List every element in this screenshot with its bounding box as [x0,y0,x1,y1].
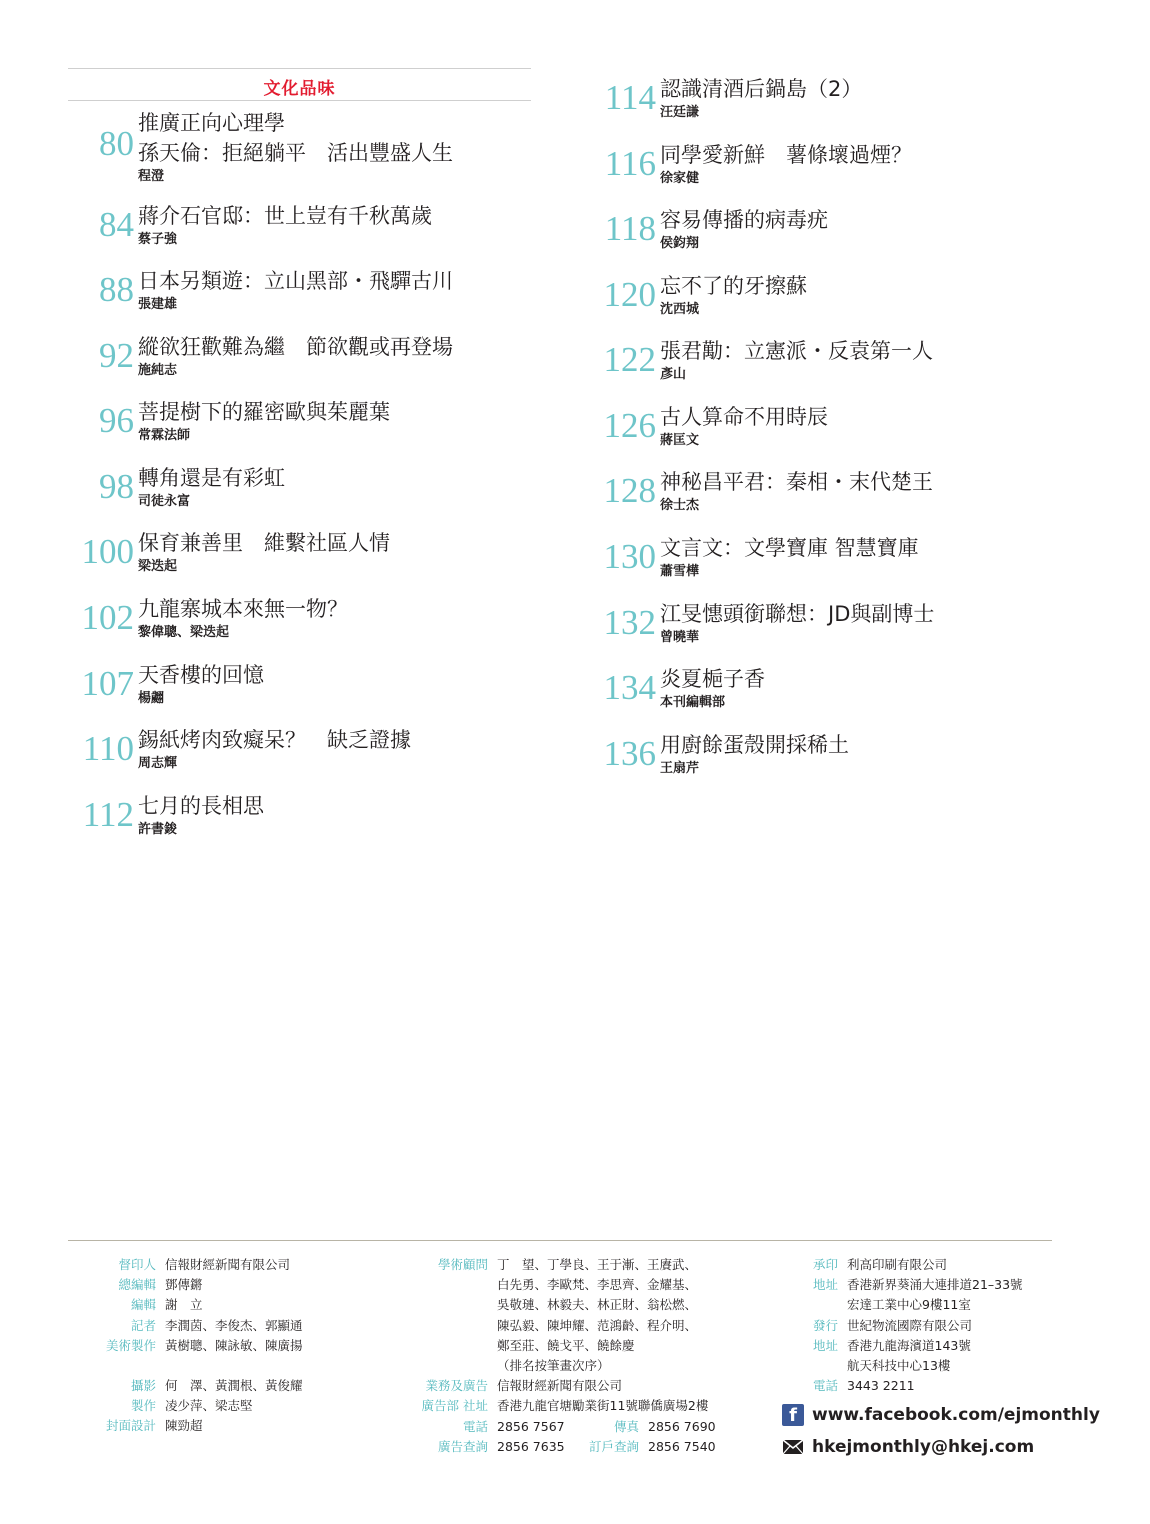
article-title: 用廚餘蛋殼開採稀土 [660,733,849,757]
article-author: 蔣匡文 [660,433,700,448]
colophon-value: 信報財經新聞有限公司 [497,1378,623,1394]
page-number: 128 [603,471,656,510]
colophon-row [774,1376,1023,1396]
contact-row [398,1437,716,1457]
article-title: 同學愛新鮮 薯條壞過煙？ [660,143,912,167]
colophon-label [398,1316,488,1336]
colophon-value: 世紀物流國際有限公司 [847,1317,973,1333]
colophon-value: 陳勁超 [165,1418,203,1434]
spacer [68,1356,303,1376]
toc-entry-text [138,332,453,380]
colophon-row [398,1336,716,1356]
article-title: 容易傳播的病毒疣 [660,208,828,232]
colophon-row [774,1275,1023,1295]
page-number: 107 [81,664,134,703]
article-author: 周志輝 [138,756,178,771]
email-link[interactable] [782,1437,1034,1457]
page-number: 126 [603,406,656,445]
article-title: 孫天倫：拒絕躺平 活出豐盛人生 [138,141,453,165]
contact-value: 2856 7540 [648,1438,716,1454]
envelope-icon [782,1439,804,1455]
colophon-label: 總編輯 [118,1277,156,1293]
toc-entry-text [660,599,934,647]
page-number: 132 [603,603,656,642]
colophon-label: 發行 [812,1317,838,1333]
colophon-row [68,1416,303,1436]
colophon-label [398,1275,488,1295]
facebook-url: www.facebook.com/ejmonthly [812,1405,1100,1425]
colophon-value: 丁 望、丁學良、王于漸、王賡武、 [497,1257,698,1272]
article-title: 文言文：文學寶庫 智慧寶庫 [660,536,919,560]
article-author: 汪廷謙 [660,105,700,120]
colophon-value: 凌少萍、梁志堅 [165,1398,253,1414]
colophon-row [398,1255,716,1275]
toc-entry-text [138,108,453,186]
colophon-row [68,1275,303,1295]
colophon-value: 信報財經新聞有限公司 [165,1257,291,1272]
toc-entry-text [138,528,390,576]
article-author: 施純志 [138,363,178,378]
colophon-row [68,1316,303,1336]
article-author: 徐家健 [660,171,700,186]
page-number: 80 [99,124,134,163]
facebook-icon: f [782,1404,804,1426]
toc-entry-text [660,402,828,450]
section-rule [68,100,531,101]
section-title: 文化品味 [263,79,336,99]
contact-value: 2856 7690 [648,1418,716,1434]
contact-value: 2856 7567 [497,1418,565,1434]
article-author: 蕭雪樺 [660,564,700,579]
colophon-value: 香港九龍官塘勵業街11號聯僑廣場2樓 [497,1398,709,1414]
top-rule [68,68,531,69]
colophon-label: 攝影 [130,1378,156,1394]
colophon-value: 李潤茵、李俊杰、郭顯通 [165,1317,303,1333]
colophon-value: 何 澤、黃潤根、黃俊耀 [165,1378,303,1394]
toc-entry-text [138,397,390,445]
colophon-row [398,1396,716,1416]
page-number: 100 [81,532,134,571]
article-author: 徐士杰 [660,498,700,513]
article-author: 黎偉聰、梁迭起 [138,625,230,640]
colophon-rule [68,1240,1052,1241]
article-author: 蔡子強 [138,232,178,247]
colophon-label: 編輯 [130,1297,156,1313]
page-number: 134 [603,668,656,707]
toc-entry-text [138,660,264,708]
article-author: 司徒永富 [138,494,191,509]
page-number: 114 [604,78,656,117]
colophon-value: 宏達工業中心9樓11室 [847,1297,971,1313]
colophon-row [68,1336,303,1356]
toc-entry-text [138,266,453,314]
colophon-value: 鄭至莊、饒戈平、饒餘慶 [497,1337,635,1353]
colophon-label: 封面設計 [105,1418,156,1434]
toc-entry-text [138,594,348,642]
contact-label: 廣告查詢 [437,1438,488,1454]
article-title: 菩提樹下的羅密歐與茱麗葉 [138,400,390,424]
colophon-label [398,1295,488,1315]
article-title: 蔣介石官邸：世上豈有千秋萬歲 [138,204,432,228]
article-author: 侯鈞翔 [660,236,700,251]
page-number: 118 [604,209,656,248]
colophon-row [68,1396,303,1416]
article-title: 七月的長相思 [138,794,264,818]
colophon-row [774,1356,1023,1376]
colophon-staff [68,1255,303,1437]
toc-entry-text [660,533,919,581]
contact-label: 訂戶查詢 [588,1438,639,1454]
colophon-value: 利高印刷有限公司 [847,1257,948,1272]
contact-label: 傳真 [613,1418,639,1434]
page-number: 120 [603,275,656,314]
page-number: 110 [82,729,134,768]
page-number: 84 [99,205,134,244]
colophon-value: 3443 2211 [847,1378,915,1394]
article-title: 古人算命不用時辰 [660,405,828,429]
colophon-row [68,1295,303,1315]
colophon-value: 香港新界葵涌大連排道21–33號 [847,1277,1023,1293]
article-author: 梁迭起 [138,559,178,574]
colophon-row [68,1255,303,1275]
colophon-row [774,1295,1023,1315]
article-title: 認識清酒后鍋島（2） [660,77,863,101]
article-author: 沈西城 [660,302,700,317]
article-author: 許書鋑 [138,822,178,837]
contact-label: 電話 [462,1418,488,1434]
colophon-value: 吳敬璉、林毅夫、林正財、翁松燃、 [497,1297,698,1313]
colophon-value: 香港九龍海濱道143號 [847,1337,971,1353]
article-title: 轉角還是有彩虹 [138,466,285,490]
colophon-value: 航天科技中心13樓 [847,1358,951,1374]
colophon-value: 謝 立 [165,1297,203,1313]
article-title: 錫紙烤肉致癡呆？ 缺乏證據 [138,728,411,752]
toc-entry-text [138,201,432,249]
colophon-row [774,1336,1023,1356]
article-title: 天香樓的回憶 [138,663,264,687]
page-number: 102 [81,598,134,637]
article-title: 江旻憓頭銜聯想：JD與副博士 [660,602,935,626]
colophon-value: 黃樹聰、陳詠敏、陳廣揚 [165,1337,303,1353]
colophon-row [398,1275,716,1295]
colophon-row [774,1255,1023,1275]
colophon-value: （排名按筆畫次序） [497,1358,610,1374]
toc-entry-text [660,271,807,319]
toc-entry-text [660,205,828,253]
toc-entry-text [660,664,765,712]
colophon-label: 地址 [812,1277,838,1293]
colophon-label: 製作 [130,1398,156,1414]
colophon-label: 電話 [812,1378,838,1394]
colophon-label: 業務及廣告 [425,1378,488,1394]
article-author: 曾曉華 [660,630,700,645]
page-number: 98 [99,467,134,506]
toc-entry-text [660,336,933,384]
colophon-printing [774,1255,1023,1396]
colophon-label: 學術顧問 [437,1257,488,1272]
toc-entry-text [138,725,411,773]
article-author: 王扇芹 [660,761,700,776]
article-title: 張君勱：立憲派・反袁第一人 [660,339,933,363]
colophon-row [774,1316,1023,1336]
article-title: 神秘昌平君：秦相・末代楚王 [660,470,933,494]
colophon-label: 督印人 [118,1257,156,1272]
email-address: hkejmonthly@hkej.com [812,1437,1035,1457]
colophon-label [774,1356,838,1376]
page-number: 88 [99,270,134,309]
colophon-label: 廣告部 社址 [421,1398,488,1414]
contact-value: 2856 7635 [497,1438,565,1454]
colophon-row [398,1316,716,1336]
article-title: 九龍寨城本來無一物？ [138,597,348,621]
colophon-row [68,1376,303,1396]
article-title: 日本另類遊：立山黑部・飛驒古川 [138,269,453,293]
facebook-link[interactable] [782,1404,1100,1426]
colophon-row [398,1295,716,1315]
article-title: 忘不了的牙擦蘇 [660,274,807,298]
page-number: 116 [604,144,656,183]
article-author: 張建雄 [138,297,178,312]
toc-entry-text [138,463,285,511]
article-author: 本刊編輯部 [660,695,726,710]
colophon-advisors [398,1255,716,1457]
article-title: 炎夏梔子香 [660,667,765,691]
colophon-label: 記者 [130,1317,156,1333]
colophon-label: 承印 [812,1257,838,1272]
page-number: 136 [603,734,656,773]
page-number: 122 [603,340,656,379]
toc-entry-text [660,467,933,515]
colophon-row [398,1356,716,1376]
toc-entry-text [138,791,264,839]
article-author: 彥山 [660,367,687,382]
colophon-value: 陳弘毅、陳坤耀、范鴻齡、程介明、 [497,1317,698,1333]
colophon-value: 白先勇、李歐梵、李思齊、金耀基、 [497,1277,698,1293]
colophon-value: 鄧傳鏘 [165,1277,203,1293]
colophon-label [398,1356,488,1376]
toc-entry-text [660,730,849,778]
article-title: 保育兼善里 維繫社區人情 [138,531,390,555]
article-title: 推廣正向心理學 [138,111,285,135]
colophon-label [398,1336,488,1356]
article-author: 程澄 [138,169,165,184]
page-number: 130 [603,537,656,576]
toc-entry-text [660,140,912,188]
page-number: 96 [99,401,134,440]
toc-entry-text [660,74,862,122]
page-number: 92 [99,336,134,375]
colophon-row [398,1376,716,1396]
colophon-label [774,1295,838,1315]
article-author: 楊翽 [138,691,165,706]
contact-row [398,1417,716,1437]
article-author: 常霖法師 [138,428,191,443]
page-number: 112 [82,795,134,834]
article-title: 縱欲狂歡難為繼 節欲觀或再登場 [138,335,453,359]
colophon-label: 美術製作 [105,1337,156,1353]
colophon-label: 地址 [812,1337,838,1353]
